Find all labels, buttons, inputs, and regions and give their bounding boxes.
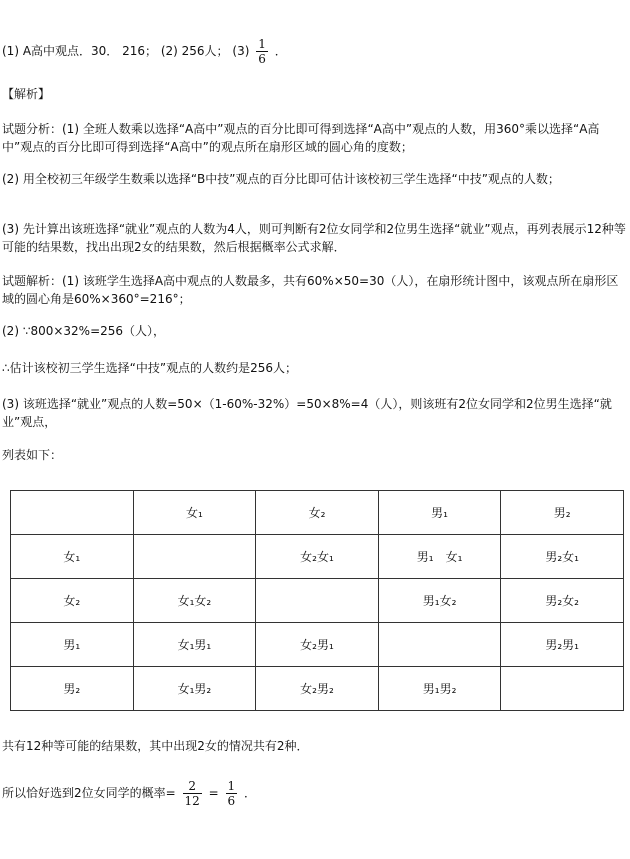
table-header-row bbox=[11, 491, 624, 535]
probability-label: 所以恰好选到2位女同学的概率= bbox=[2, 786, 176, 800]
table-cell: 女₁女₂ bbox=[133, 579, 256, 623]
table-cell: 女₂男₂ bbox=[256, 667, 379, 711]
conclusion-c1: 共有12种等可能的结果数，其中出现2女的情况共有2种． bbox=[2, 739, 309, 753]
answer-part1: (1) A高中观点．30． 216； bbox=[2, 44, 158, 58]
table-cell: 女₁ bbox=[11, 535, 134, 579]
table-cell: 女₂ bbox=[256, 491, 379, 535]
fraction-numerator: 1 bbox=[227, 779, 236, 793]
table-cell: 女₂ bbox=[11, 579, 134, 623]
solution-s1: 试题解析：(1) 该班学生选择A高中观点的人数最多，共有60%×50=30（人），在扇形统计图中，该观点所在扇形区域的圆心角是60%×360°=216°； bbox=[2, 274, 619, 306]
conclusion-probability bbox=[2, 778, 256, 808]
table-row bbox=[11, 623, 624, 667]
fraction-denominator: 12 bbox=[184, 794, 200, 808]
probability-suffix: ． bbox=[244, 786, 257, 800]
answer-part3-label: (3) bbox=[232, 44, 250, 58]
table-cell bbox=[501, 667, 624, 711]
table-cell: 女₂男₁ bbox=[256, 623, 379, 667]
fraction-numerator: 1 bbox=[258, 37, 266, 51]
table-row bbox=[11, 535, 624, 579]
table-cell: 女₁ bbox=[133, 491, 256, 535]
probability-fraction-1 bbox=[183, 779, 202, 808]
answer-part2: (2) 256人； bbox=[160, 44, 229, 58]
table-cell: 男₂女₂ bbox=[501, 579, 624, 623]
outcome-table bbox=[10, 490, 624, 711]
table-cell bbox=[378, 623, 501, 667]
table-cell bbox=[11, 491, 134, 535]
fraction-numerator: 2 bbox=[183, 779, 202, 794]
table-cell: 男₁男₂ bbox=[378, 667, 501, 711]
table-cell: 男₂ bbox=[501, 491, 624, 535]
table-cell: 女₂女₁ bbox=[256, 535, 379, 579]
table-cell bbox=[133, 535, 256, 579]
answer-line bbox=[2, 37, 287, 66]
solution-s3: ∴估计该校初三学生选择“中技”观点的人数约是256人； bbox=[2, 361, 297, 375]
analysis-intro: 试题分析：(1) 全班人数乘以选择“A高中”观点的百分比即可得到选择“A高中”观点的人数，用360°乘以选择“A高中”观点的百分比即可得到选择“A高中”的观点所在扇形区域的圆心角的度数； bbox=[2, 122, 600, 154]
solution-s2: (2) ∵800×32%=256（人）， bbox=[2, 324, 166, 338]
solution-s4: (3) 该班选择“就业”观点的人数=50×（1-60%-32%）=50×8%=4（人），则该班有2位女同学和2位男生选择“就业”观点， bbox=[2, 397, 612, 429]
table-cell bbox=[256, 579, 379, 623]
table-cell: 女₁男₂ bbox=[133, 667, 256, 711]
table-cell: 男₁女₂ bbox=[378, 579, 501, 623]
equals-sign: = bbox=[208, 786, 219, 800]
table-cell: 男₁ bbox=[378, 491, 501, 535]
analysis-p3: (3) 先计算出该班选择“就业”观点的人数为4人，则可判断有2位女同学和2位男生选择“就业”观点，再列表展示12种等可能的结果数，找出出现2女的结果数，然后根据概率公式求解． bbox=[2, 222, 626, 254]
table-cell: 男₁ 女₁ bbox=[378, 535, 501, 579]
answer-suffix: ． bbox=[274, 44, 287, 58]
fraction-denominator: 6 bbox=[227, 794, 236, 808]
solution-s5: 列表如下： bbox=[2, 448, 63, 462]
table-cell: 男₂ bbox=[11, 667, 134, 711]
probability-fraction-2 bbox=[226, 779, 238, 808]
table-cell: 男₂女₁ bbox=[501, 535, 624, 579]
table-cell: 男₂男₁ bbox=[501, 623, 624, 667]
fraction-denominator: 6 bbox=[258, 52, 266, 66]
analysis-p2: (2) 用全校初三年级学生数乘以选择“B中技”观点的百分比即可估计该校初三学生选择“中技”观点的人数； bbox=[2, 172, 560, 186]
table-row bbox=[11, 667, 624, 711]
table-row bbox=[11, 579, 624, 623]
table-cell: 男₁ bbox=[11, 623, 134, 667]
analysis-header: 【解析】 bbox=[2, 87, 51, 101]
answer-fraction bbox=[256, 37, 268, 66]
table-cell: 女₁男₁ bbox=[133, 623, 256, 667]
